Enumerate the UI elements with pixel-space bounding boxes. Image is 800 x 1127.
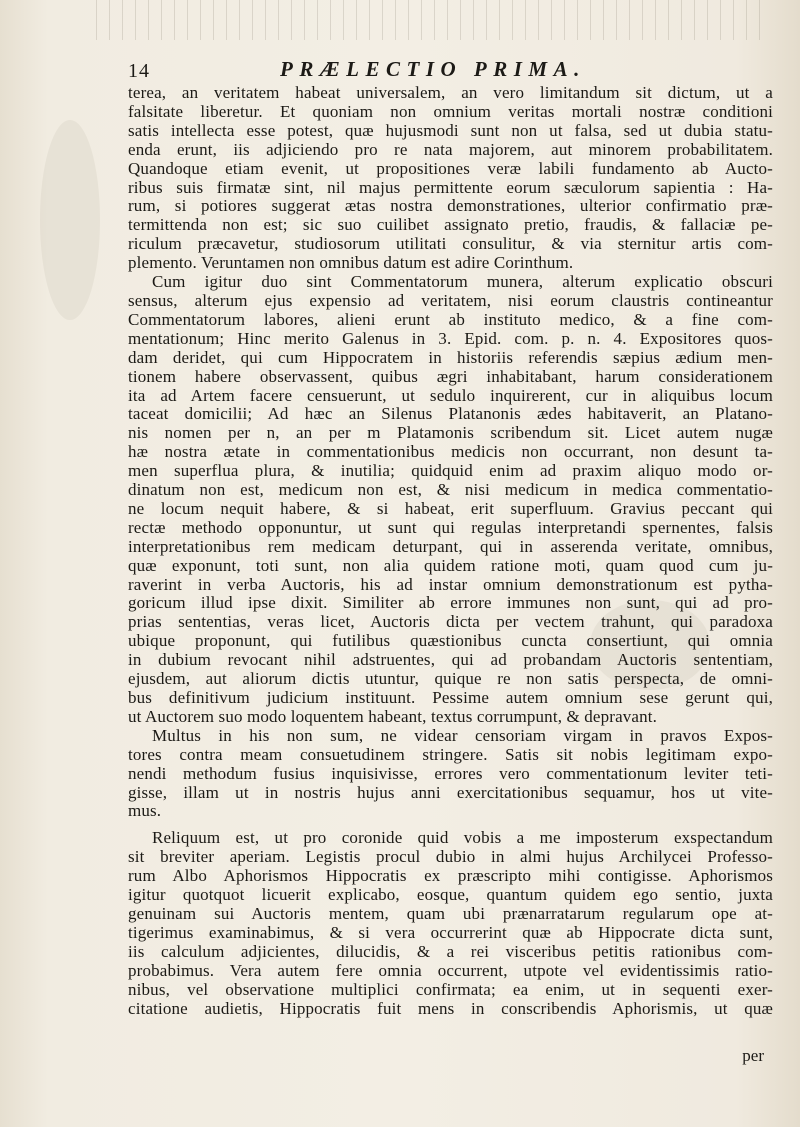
- text-line: nis nomen per n, an per m Platamonis scribendum sit. Licet autem nugæ: [128, 424, 773, 443]
- text-line: Multus in his non sum, ne videar censoriam virgam in pravos Expos-: [152, 726, 773, 745]
- text-line: quæ exponunt, toti sunt, non alia quidem ratione moti, quam quod cum ju-: [128, 556, 773, 575]
- text-line: hæ nostra ætate in commentationibus medicis non occurrant, non desunt ta-: [128, 443, 773, 462]
- text-line: rectæ methodo opponuntur, ut sunt qui regulas interpretandi spernentes, falsis: [128, 518, 773, 537]
- text-line: Cum igitur duo sint Commentatorum munera, alterum explicatio obscuri: [152, 273, 773, 292]
- text-line: probabimus. Vera autem fere omnia occurrent, utpote vel evidentissimis ratio-: [128, 961, 773, 980]
- text-line: tigerimus examinabimus, & si vera occurrerint quæ ab Hippocrate dicta sunt,: [128, 923, 773, 942]
- text-line: terea, an veritatem habeat universalem, an vero limitandum sit dictum, ut a: [128, 84, 773, 102]
- text-line: Reliquum est, ut pro coronide quid vobis a me imposterum exspectandum: [152, 829, 773, 848]
- text-line: rum, si potiores suggerat ætas nostra demonstrationes, ulterior confirmatio præ-: [128, 197, 773, 216]
- text-line: mus.: [128, 802, 162, 821]
- text-line: nibus, vel observatione multiplici confirmata; ea enim, ut in sequenti exer-: [128, 980, 773, 999]
- text-line: riculum præcavetur, studiosorum utilitati consulitur, & via sternitur artis com-: [128, 235, 773, 254]
- text-line: tores contra meam consuetudinem stringere. Satis sit nobis legitimam expo-: [128, 745, 773, 764]
- text-line: nendi methodum fusius inquisivisse, errores vero commentationum leviter teti-: [128, 764, 773, 783]
- text-line: rum Albo Aphorismos Hippocratis ex præscripto mihi contigisse. Aphorismos: [128, 867, 773, 886]
- text-line: dam deridet, qui cum Hippocratem in historiis referendis sæpius ædium men-: [128, 348, 773, 367]
- text-line: termittenda non est; sic suo cuilibet assignato pretio, fraudis, & fallaciæ pe-: [128, 216, 773, 235]
- text-line: ut Auctorem suo modo loquentem habeant, textus corrumpunt, & depravant.: [128, 707, 658, 726]
- show-through-from-reverse: [90, 0, 770, 40]
- text-line: plemento. Veruntamen non omnibus datum est adire Corinthum.: [128, 254, 574, 273]
- text-line: dinatum non est, medicum non est, & nisi medicum in medica commentatio-: [128, 481, 773, 500]
- text-line: ita ad Artem facere censuerunt, ut sedulo inquirerent, cur in aliquibus locum: [128, 386, 773, 405]
- text-line: in dubium revocant nihil adstruentes, qui ad probandam Auctoris sententiam,: [128, 651, 773, 670]
- body-text: [128, 84, 773, 1018]
- text-line: satis intellecta esse potest, quæ hujusmodi sunt non ut falsa, sed ut dubia statu-: [128, 121, 773, 140]
- text-line: ne locum nequit habere, & si habeat, erit superfluum. Gravius peccant qui: [128, 499, 773, 518]
- text-line: interpretationibus rem medicam deturpant, qui in asserenda veritate, omnibus,: [128, 537, 773, 556]
- paper-stain: [40, 120, 100, 320]
- text-line: iis calculum adjicientes, dilucidis, & a rei visceribus petitis rationibus com-: [128, 942, 773, 961]
- text-line: sit breviter aperiam. Legistis procul dubio in almi hujus Archilycei Professo-: [128, 848, 773, 867]
- running-title: PRÆLECTIO PRIMA.: [280, 57, 586, 81]
- page-number: 14: [128, 60, 150, 82]
- catchword: per: [742, 1046, 764, 1065]
- text-line: citatione audietis, Hippocratis fuit mens in conscribendis Aphorismis, ut quæ: [128, 999, 773, 1018]
- text-line: prias sententias, veras licet, Auctoris dicta per vectem trahunt, qui paradoxa: [128, 613, 773, 632]
- text-line: falsitate liberetur. Et quoniam non omnium veritas mortali nostræ conditioni: [128, 102, 773, 121]
- text-line: men superflua plura, & inutilia; quidquid enim ad praxim aliquo modo or-: [128, 462, 773, 481]
- text-line: genuinam sui Auctoris mentem, quam ubi prænarratarum regularum ope at-: [128, 904, 773, 923]
- text-line: ribus suis firmatæ sint, nil majus permittente eorum sæculorum sapientia : Ha-: [128, 178, 773, 197]
- text-line: bus definitivum judicium instituunt. Pessime autem omnium sese gerunt qui,: [128, 689, 773, 707]
- text-line: goricum illud ipse dixit. Similiter ab errore immunes non sunt, qui ad pro-: [128, 594, 773, 613]
- text-line: sensus, alterum ejus expensio ad veritatem, nisi eorum claustris contineantur: [128, 291, 773, 310]
- page-header: [128, 54, 770, 88]
- text-line: Commentatorum labores, alieni erunt ab instituto medico, & a fine com-: [128, 310, 773, 329]
- text-line: gisse, illam ut in nostris hujus anni exercitationibus sequamur, hos ut vite-: [128, 783, 773, 802]
- text-line: ejusdem, aut aliorum dictis utuntur, quique re non satis perspecta, de omni-: [128, 670, 773, 689]
- text-line: ubique proponunt, qui futilibus quæstionibus cuncta consertiunt, qui omnia: [128, 632, 773, 651]
- text-line: raverint in verba Auctoris, his ad instar omnium demonstrationum est pytha-: [128, 575, 773, 594]
- text-line: Quandoque etiam evenit, ut propositiones veræ labili fundamento ab Aucto-: [128, 159, 773, 178]
- text-line: igitur quotquot licuerit explicabo, eosque, quantum quidem ego sentio, juxta: [128, 886, 773, 905]
- text-line: taceat domicilii; Ad hæc an Silenus Platanonis ædes habitaverit, an Platano-: [128, 405, 773, 424]
- text-line: enda erunt, iis adjiciendo pro re nata majorem, aut minorem probabilitatem.: [128, 140, 773, 159]
- text-line: tionem habere observassent, quibus ægri inhabitabant, harum considerationem: [128, 367, 773, 386]
- text-line: mentationum; Hinc merito Galenus in 3. Epid. com. p. n. 4. Expositores quos-: [128, 329, 773, 348]
